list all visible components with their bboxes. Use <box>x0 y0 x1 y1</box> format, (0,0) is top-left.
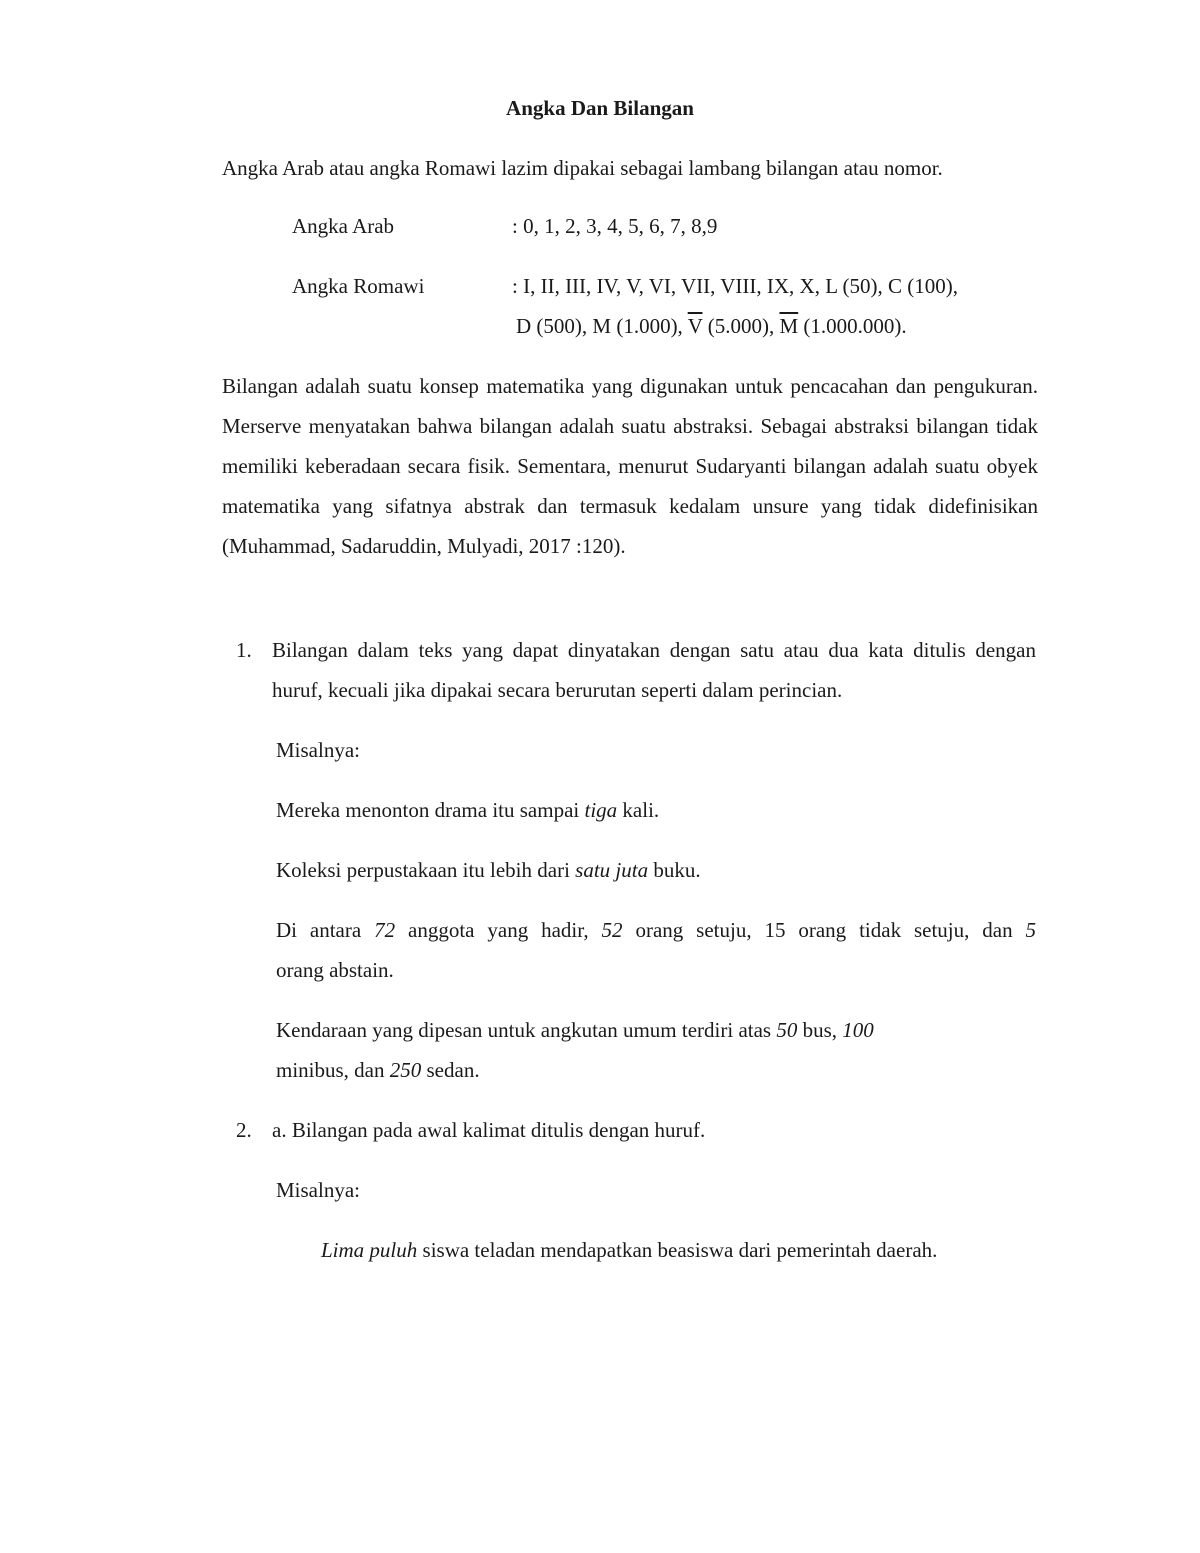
romawi-line-2-part-b: (5.000), <box>702 314 780 338</box>
example-3-part-b: anggota yang hadir, <box>395 918 602 942</box>
example-1-italic: tiga <box>584 798 618 822</box>
example-4-italic-2: 100 <box>842 1018 874 1042</box>
intro-text: Angka Arab atau angka Romawi lazim dipakai sebagai lambang bilangan atau nomor. <box>222 156 943 180</box>
example-3-italic-2: 52 <box>601 918 623 942</box>
example-1-part-b: kali. <box>617 798 660 822</box>
misalnya-label-2: Misalnya: <box>276 1178 360 1202</box>
example-4-italic-1: 50 <box>776 1018 798 1042</box>
example-5 <box>321 1230 937 1270</box>
list-item-1-text: Bilangan dalam teks yang dapat dinyatakan dengan satu atau dua kata ditulis dengan huruf, kecuali jika dipakai secara berurutan seperti dalam perincian. <box>272 638 1036 702</box>
list-number-2: 2. <box>236 1118 252 1142</box>
romawi-label: Angka Romawi <box>292 274 425 298</box>
example-3-line-2: orang abstain. <box>276 958 394 982</box>
example-1-part-a: Mereka menonton drama itu sampai <box>276 798 585 822</box>
document-title: Angka Dan Bilangan <box>506 96 694 120</box>
romawi-m-overline: $\overline{M}$ <box>779 314 799 338</box>
example-4-part-d: sedan. <box>421 1058 480 1082</box>
body-paragraph: Bilangan adalah suatu konsep matematika yang digunakan untuk pencacahan dan pengukuran. Merserve menyatakan bahwa bilangan adalah suatu abstraksi. Sebagai abstraksi bilangan tidak memiliki keberadaan secara fisik. Sementara, menurut Sudaryanti bilangan adalah suatu obyek matematika yang sifatnya abstrak dan termasuk kedalam unsure yang tidak didefinisikan (Muhammad, Sadaruddin, Mulyadi, 2017 :120). <box>222 374 1038 558</box>
romawi-line-2-part-a: D (500), M (1.000), <box>516 314 688 338</box>
example-3-italic-3: 5 <box>1025 918 1036 942</box>
arab-label: Angka Arab <box>292 214 395 238</box>
example-3-part-a: Di antara <box>276 918 375 942</box>
example-4-part-c: minibus, dan <box>276 1058 390 1082</box>
arab-value: : 0, 1, 2, 3, 4, 5, 6, 7, 8,9 <box>512 214 718 238</box>
example-5-part-b: siswa teladan mendapatkan beasiswa dari pemerintah daerah. <box>417 1238 938 1262</box>
list-item-2-text: a. Bilangan pada awal kalimat ditulis dengan huruf. <box>272 1118 706 1142</box>
example-4-italic-3: 250 <box>389 1058 422 1082</box>
example-4-line-2 <box>276 1050 480 1090</box>
example-1 <box>276 790 659 830</box>
example-4-part-b: bus, <box>797 1018 843 1042</box>
example-3-line-1 <box>276 910 1036 950</box>
example-5-italic: Lima puluh <box>321 1238 418 1262</box>
list-number-1: 1. <box>236 638 252 662</box>
misalnya-label-1: Misalnya: <box>276 738 360 762</box>
example-2-part-b: buku. <box>648 858 701 882</box>
romawi-line-2 <box>516 306 907 346</box>
example-2 <box>276 850 701 890</box>
example-3-part-c: orang setuju, 15 orang tidak setuju, dan <box>622 918 1026 942</box>
romawi-line-1: : I, II, III, IV, V, VI, VII, VIII, IX, X, L (50), C (100), <box>512 274 958 298</box>
example-4-part-a: Kendaraan yang dipesan untuk angkutan umum terdiri atas <box>276 1018 777 1042</box>
romawi-line-2-part-c: (1.000.000). <box>798 314 907 338</box>
example-2-italic: satu juta <box>575 858 649 882</box>
romawi-v-overline: $\overline{V}$ <box>687 314 703 338</box>
example-3-italic-1: 72 <box>374 918 396 942</box>
example-4-line-1 <box>276 1010 874 1050</box>
example-2-part-a: Koleksi perpustakaan itu lebih dari <box>276 858 576 882</box>
